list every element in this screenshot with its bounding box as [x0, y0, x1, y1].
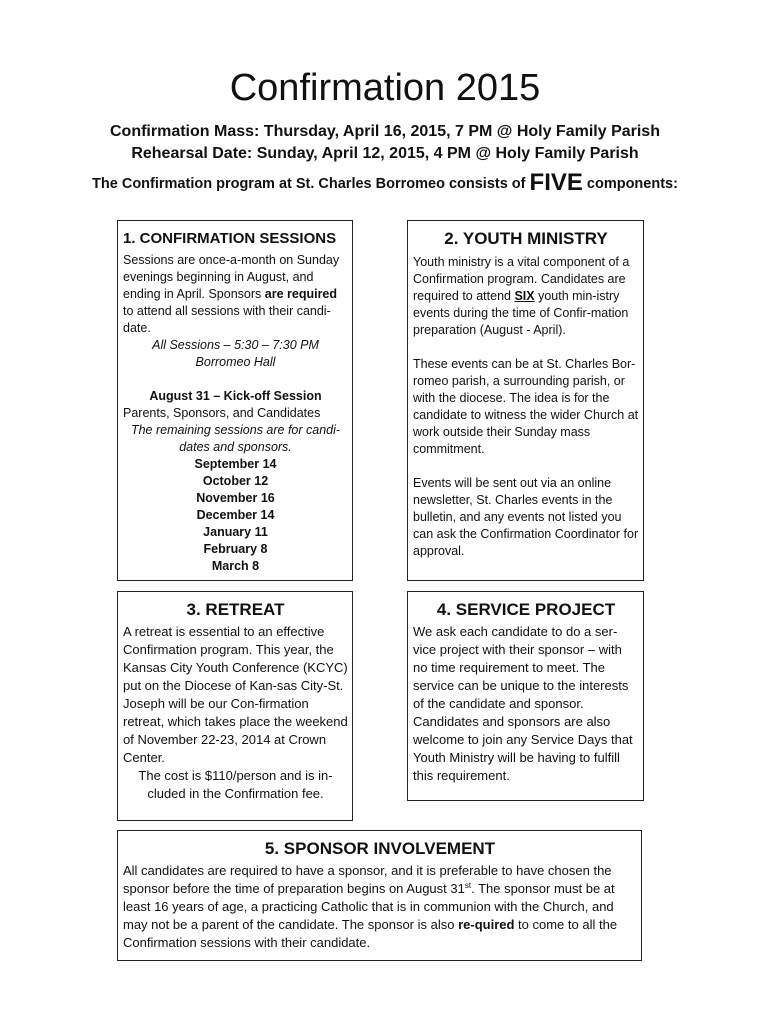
sponsor-text-3: to come to all the Confirmation sessions with their candidate. — [123, 917, 618, 950]
youth-ministry-box — [407, 220, 644, 581]
rehearsal-date-line: Rehearsal Date: Sunday, April 12, 2015, 4 PM @ Holy Family Parish — [131, 145, 639, 162]
sponsor-text-2: . The sponsor must be at least 16 years of age, a practicing Catholic that is in communion with the Church, and may not be a parent of the candidate. The sponsor is also — [123, 881, 615, 932]
sponsor-box — [117, 830, 642, 961]
sessions-heading: 1. CONFIRMATION SESSIONS — [123, 230, 337, 247]
sponsor-required-bold: re-quired — [458, 917, 515, 932]
service-heading: 4. SERVICE PROJECT — [436, 600, 616, 619]
components-count: FIVE — [529, 169, 583, 196]
retreat-heading: 3. RETREAT — [186, 600, 285, 619]
youth-p1-text-2: youth min-istry events during the time of Confir-mation preparation (August - April). — [413, 289, 629, 337]
session-date: February 8 — [203, 542, 268, 556]
sponsor-sup: st — [464, 881, 472, 890]
components-suffix: components: — [586, 176, 678, 192]
youth-paragraph-2: These events can be at St. Charles Bor-romeo parish, a surrounding parish, or with the diocese. The idea is for the candidate to witness the wider Church at work outside their Sunday mass commitment. — [413, 357, 639, 456]
mass-date-line: Confirmation Mass: Thursday, April 16, 2015, 7 PM @ Holy Family Parish — [110, 123, 660, 140]
session-date: March 8 — [211, 559, 260, 573]
session-date: November 16 — [196, 491, 275, 505]
sessions-intro-text: Sessions are once-a-month on Sunday evenings beginning in August, and ending in April. Sponsors — [123, 253, 340, 301]
sessions-box — [117, 220, 353, 581]
session-date: October 12 — [202, 474, 269, 488]
components-line — [0, 169, 770, 198]
sessions-time: All Sessions – 5:30 – 7:30 PM — [152, 338, 319, 352]
service-project-box — [407, 591, 644, 801]
sessions-intro — [123, 252, 348, 337]
retreat-paragraph-1: A retreat is essential to an effective Confirmation program. This year, the Kansas City Youth Conference (KCYC) put on the Diocese of Kan-sas City-St. Joseph will be our Con-firmation retreat, which takes place the weekend of November 22-23, 2014 at Crown Center. — [123, 624, 348, 765]
sponsor-heading: 5. SPONSOR INVOLVEMENT — [264, 839, 496, 858]
sessions-location: Borromeo Hall — [195, 355, 276, 369]
service-paragraph-1: We ask each candidate to do a ser-vice project with their sponsor – with no time requirement to meet. The service can be unique to the interests of the candidate and sponsor. — [413, 624, 629, 711]
sessions-intro-bold: are required — [264, 287, 338, 301]
sessions-intro-text-2: to attend all sessions with their candi-date. — [123, 304, 331, 335]
youth-paragraph-3: Events will be sent out via an online newsletter, St. Charles events in the bulletin, and any events not listed you can ask the Confirmation Coordinator for approval. — [413, 476, 639, 558]
kickoff-session: August 31 – Kick-off Session — [149, 389, 322, 403]
page-title: Confirmation 2015 — [229, 67, 541, 109]
session-date: December 14 — [196, 508, 275, 522]
retreat-box — [117, 591, 353, 821]
service-paragraph-2: Candidates and sponsors are also welcome to join any Service Days that Youth Ministry will be having to fulfill this requirement. — [413, 714, 633, 783]
youth-p1-text: Youth ministry is a vital component of a Confirmation program. Candidates are required to attend — [413, 255, 630, 303]
remaining-note: The remaining sessions are for candi-dates and sponsors. — [130, 423, 341, 454]
youth-heading: 2. YOUTH MINISTRY — [444, 229, 608, 248]
youth-six-emphasis: SIX — [514, 289, 535, 303]
components-prefix: The Confirmation program at St. Charles Borromeo consists of — [92, 176, 526, 192]
session-date: September 14 — [194, 457, 277, 471]
session-date: January 11 — [203, 525, 268, 539]
kickoff-attendees: Parents, Sponsors, and Candidates — [123, 406, 321, 420]
youth-paragraph-1 — [413, 254, 639, 339]
retreat-cost: The cost is $110/person and is in-cluded in the Confirmation fee. — [138, 768, 333, 801]
sponsor-paragraph — [123, 862, 637, 952]
sponsor-text-1: All candidates are required to have a sponsor, and it is preferable to have chosen the sponsor before the time of preparation begins on August 31 — [123, 863, 612, 896]
